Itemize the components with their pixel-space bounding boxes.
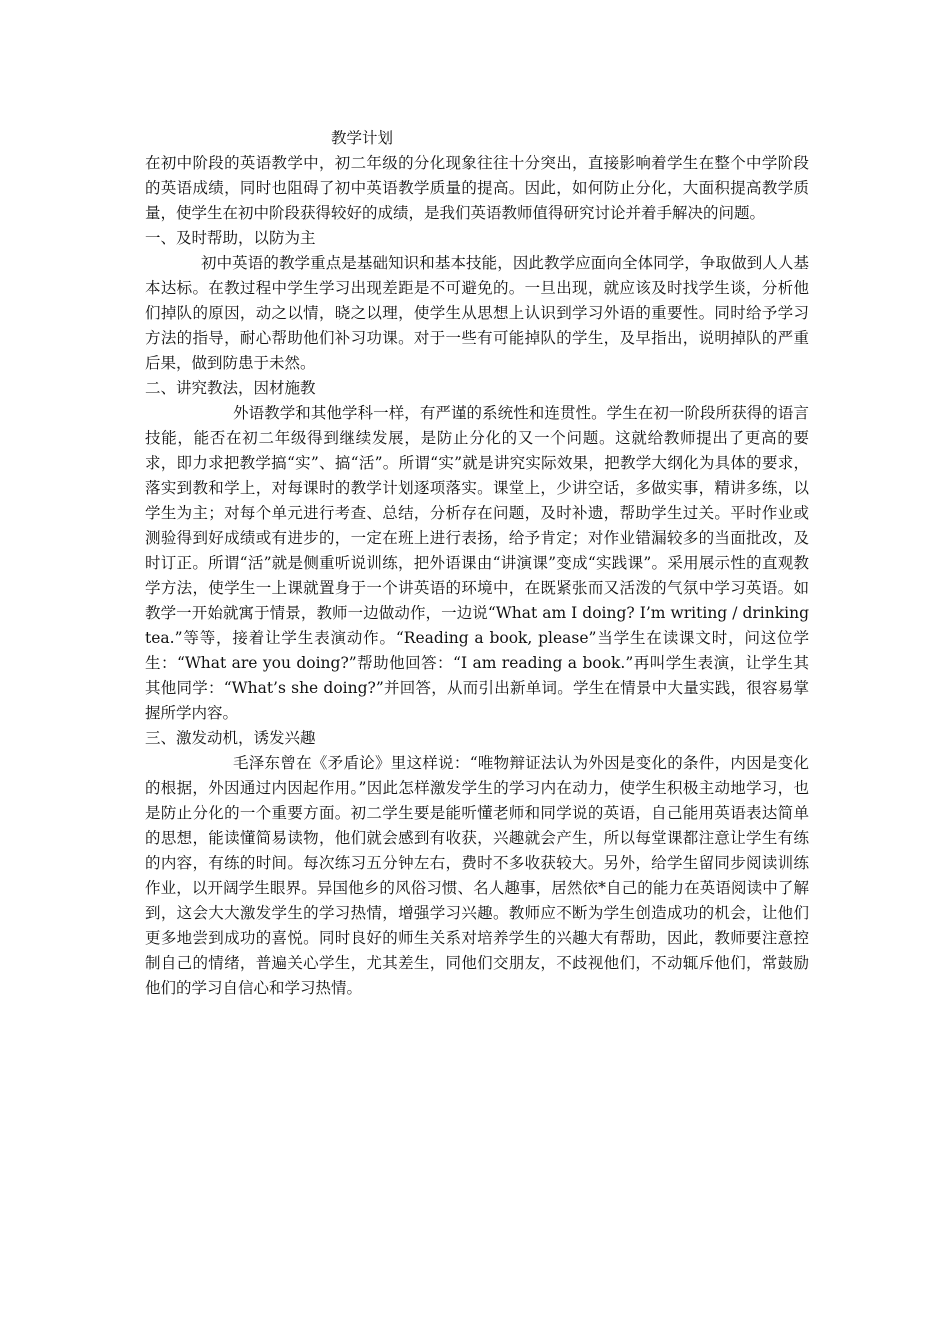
document-body bbox=[145, 126, 809, 1001]
section-1-heading: 一、及时帮助，以防为主 bbox=[145, 229, 316, 247]
section-1-paragraph: 初中英语的教学重点是基础知识和基本技能，因此教学应面向全体同学，争取做到人人基本达标。在教过程中学生学习出现差距是不可避免的。一旦出现，就应该及时找学生谈，分析他们掉队的原因，动之以情，晓之以理，使学生从思想上认识到学习外语的重要性。同时给予学习方法的指导，耐心帮助他们补习功课。对于一些有可能掉队的学生，及早指出，说明掉队的严重后果，做到防患于未然。 bbox=[145, 254, 809, 372]
section-3-paragraph: 毛泽东曾在《矛盾论》里这样说：“唯物辩证法认为外因是变化的条件，内因是变化的根据，外因通过内因起作用。”因此怎样激发学生的学习内在动力，使学生积极主动地学习，也是防止分化的一个重要方面。初二学生要是能听懂老师和同学说的英语，自己能用英语表达简单的思想，能读懂简易读物，他们就会感到有收获，兴趣就会产生，所以每堂课都注意让学生有练的内容，有练的时间。每次练习五分钟左右，费时不多收获较大。另外，给学生留同步阅读训练作业，以开阔学生眼界。异国他乡的风俗习惯、名人趣事，居然依*自己的能力在英语阅读中了解到，这会大大激发学生的学习热情，增强学习兴趣。教师应不断为学生创造成功的机会，让他们更多地尝到成功的喜悦。同时良好的师生关系对培养学生的兴趣大有帮助，因此，教师要注意控制自己的情绪，普遍关心学生，尤其差生，同他们交朋友，不歧视他们，不动辄斥他们，常鼓励他们的学习自信心和学习热情。 bbox=[145, 754, 809, 997]
intro-paragraph: 在初中阶段的英语教学中，初二年级的分化现象往往十分突出，直接影响着学生在整个中学阶段的英语成绩，同时也阻碍了初中英语教学质量的提高。因此，如何防止分化，大面积提高教学质量，使学生在初中阶段获得较好的成绩，是我们英语教师值得研究讨论并着手解决的问题。 bbox=[145, 154, 809, 222]
section-3-heading: 三、激发动机，诱发兴趣 bbox=[145, 729, 316, 747]
section-2-paragraph: 外语教学和其他学科一样，有严谨的系统性和连贯性。学生在初一阶段所获得的语言技能，能否在初二年级得到继续发展，是防止分化的又一个问题。这就给教师提出了更高的要求，即力求把教学搞“实”、搞“活”。所谓“实”就是讲究实际效果，把教学大纲化为具体的要求，落实到教和学上，对每课时的教学计划逐项落实。课堂上，少讲空话，多做实事，精讲多练，以学生为主；对每个单元进行考查、总结，分析存在问题，及时补遗，帮助学生过关。平时作业或测验得到好成绩或有进步的，一定在班上进行表扬，给予肯定；对作业错漏较多的当面批改，及时订正。所谓“活”就是侧重听说训练，把外语课由“讲演课”变成“实践课”。采用展示性的直观教学方法，使学生一上课就置身于一个讲英语的环境中，在既紧张而又活泼的气氛中学习英语。如教学一开始就寓于情景，教师一边做动作，一边说“What am I doing? I’m writing / drinking tea.”等等，接着让学生表演动作。“Reading a book, please”当学生在读课文时，问这位学生：“What are you doing?”帮助他回答：“I am reading a book.”再叫学生表演，让学生其其他同学：“What’s she doing?”并回答，从而引出新单词。学生在情景中大量实践，很容易掌握所学内容。 bbox=[145, 404, 809, 722]
section-2-heading: 二、讲究教法，因材施教 bbox=[145, 379, 316, 397]
document-title: 教学计划 bbox=[331, 129, 394, 147]
